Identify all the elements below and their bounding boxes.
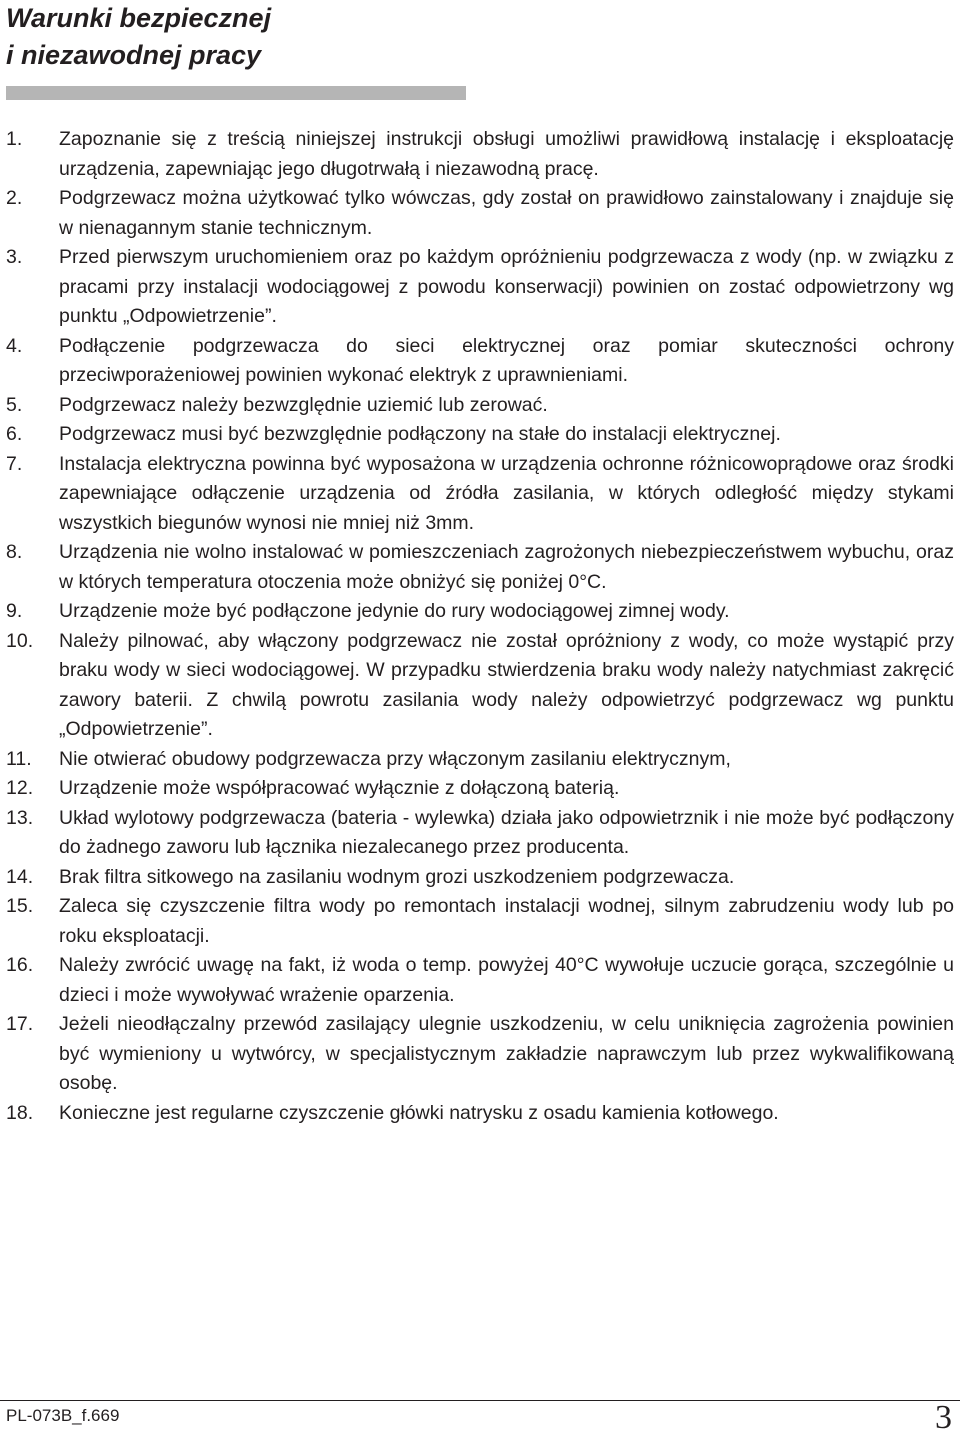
page-number: 3 [935, 1399, 952, 1436]
item-number: 9. [6, 600, 23, 622]
item-text: Podgrzewacz można użytkować tylko wówczas, gdy został on prawidłowo zainstalowany i znajduje się w nienagannym stanie technicznym. [59, 187, 954, 239]
item-text: Należy zwrócić uwagę na fakt, iż woda o temp. powyżej 40°C wywołuje uczucie gorąca, szczególnie u dzieci i może wywoływać wrażenie oparzenia. [59, 954, 954, 1006]
list-item [6, 597, 954, 627]
item-number: 7. [6, 452, 23, 475]
item-text: Brak filtra sitkowego na zasilaniu wodnym grozi uszkodzeniem podgrzewacza. [59, 865, 735, 888]
item-number: 14. [6, 865, 34, 888]
title-underline-bar [6, 86, 466, 100]
item-text: Zaleca się czyszczenie filtra wody po remontach instalacji wodnej, silnym zabrudzeniu wody lub po roku eksploatacji. [59, 895, 954, 947]
list-item [6, 125, 954, 184]
list-item [6, 627, 954, 745]
list-item [6, 774, 954, 804]
item-number: 1. [6, 128, 23, 150]
list-item [6, 892, 954, 951]
page-title [6, 0, 271, 74]
item-text: Instalacja elektryczna powinna być wyposażona w urządzenia ochronne różnicowoprądowe oraz środki zapewniające odłączenie urządzenia od źródła zasilania, w których odległość między stykami wszystkich biegunów wynosi nie mniej niż 3mm. [59, 452, 954, 534]
item-text: Urządzenie może współpracować wyłącznie z dołączoną baterią. [59, 777, 620, 799]
item-text: Nie otwierać obudowy podgrzewacza przy włączonym zasilaniu elektrycznym, [59, 747, 731, 770]
item-text: Urządzenie może być podłączone jedynie do rury wodociągowej zimnej wody. [59, 600, 730, 622]
item-number: 6. [6, 423, 23, 445]
list-item [6, 184, 954, 243]
title-line-2: i niezawodnej pracy [6, 40, 262, 70]
list-item [6, 1099, 954, 1129]
item-number: 11. [6, 747, 32, 770]
list-item [6, 951, 954, 1010]
item-text: Urządzenia nie wolno instalować w pomieszczeniach zagrożonych niebezpieczeństwem wybuchu, oraz w których temperatura otoczenia może obniżyć się poniżej 0°C. [59, 541, 954, 593]
item-text: Należy pilnować, aby włączony podgrzewacz nie został opróżniony z wody, co może wystąpić przy braku wody w sieci wodociągowej. W przypadku stwierdzenia braku wody należy natychmiast zakręcić zawory baterii. Z chwilą powrotu zasilania wody należy odpowietrzyć podgrzewacz wg punktu „Odpowietrzenie”. [59, 629, 954, 740]
item-number: 17. [6, 1013, 34, 1035]
item-text: Konieczne jest regularne czyszczenie główki natrysku z osadu kamienia kotłowego. [59, 1101, 779, 1124]
item-text: Podgrzewacz musi być bezwzględnie podłączony na stałe do instalacji elektrycznej. [59, 423, 781, 445]
list-item [6, 332, 954, 391]
item-text: Jeżeli nieodłączalny przewód zasilający ulegnie uszkodzeniu, w celu uniknięcia zagrożenia powinien być wymieniony u wytwórcy, w specjalistycznym zakładzie naprawczym lub przez wykwalifikowaną osobę. [59, 1013, 954, 1094]
list-item [6, 804, 954, 863]
item-text: Przed pierwszym uruchomieniem oraz po każdym opróżnieniu podgrzewacza z wody (np. w związku z pracami przy instalacji wodociągowej z powodu konserwacji) powinien on zostać odpowietrzony wg punktu „Odpowietrzenie”. [59, 246, 954, 327]
list-item [6, 420, 954, 450]
item-number: 12. [6, 777, 34, 799]
list-item [6, 450, 954, 539]
list-item [6, 1010, 954, 1099]
item-number: 16. [6, 954, 34, 976]
item-number: 5. [6, 393, 23, 416]
list-item [6, 745, 954, 775]
list-item [6, 243, 954, 332]
item-text: Podgrzewacz należy bezwzględnie uziemić lub zerować. [59, 393, 548, 416]
list-item [6, 538, 954, 597]
title-line-1: Warunki bezpiecznej [6, 3, 272, 33]
item-number: 18. [6, 1101, 34, 1124]
item-number: 2. [6, 187, 23, 209]
item-number: 3. [6, 246, 23, 268]
item-text: Zapoznanie się z treścią niniejszej instrukcji obsługi umożliwi prawidłową instalację i eksploatację urządzenia, zapewniając jego długotrwałą i niezawodną pracę. [59, 128, 954, 180]
document-code: PL-073B_f.669 [6, 1406, 120, 1425]
item-number: 8. [6, 541, 23, 563]
item-text: Układ wylotowy podgrzewacza (bateria - wylewka) działa jako odpowietrznik i nie może być podłączony do żadnego zaworu lub łącznika niezalecanego przez producenta. [59, 806, 954, 858]
item-number: 13. [6, 806, 34, 829]
list-item [6, 863, 954, 893]
page-footer [0, 1400, 960, 1435]
list-item [6, 391, 954, 421]
item-text: Podłączenie podgrzewacza do sieci elektrycznej oraz pomiar skuteczności ochrony przeciwporażeniowej powinien wykonać elektryk z uprawnieniami. [59, 334, 954, 386]
item-number: 15. [6, 895, 34, 917]
safety-rules-list [6, 125, 954, 1128]
item-number: 4. [6, 334, 23, 357]
item-number: 10. [6, 629, 34, 652]
